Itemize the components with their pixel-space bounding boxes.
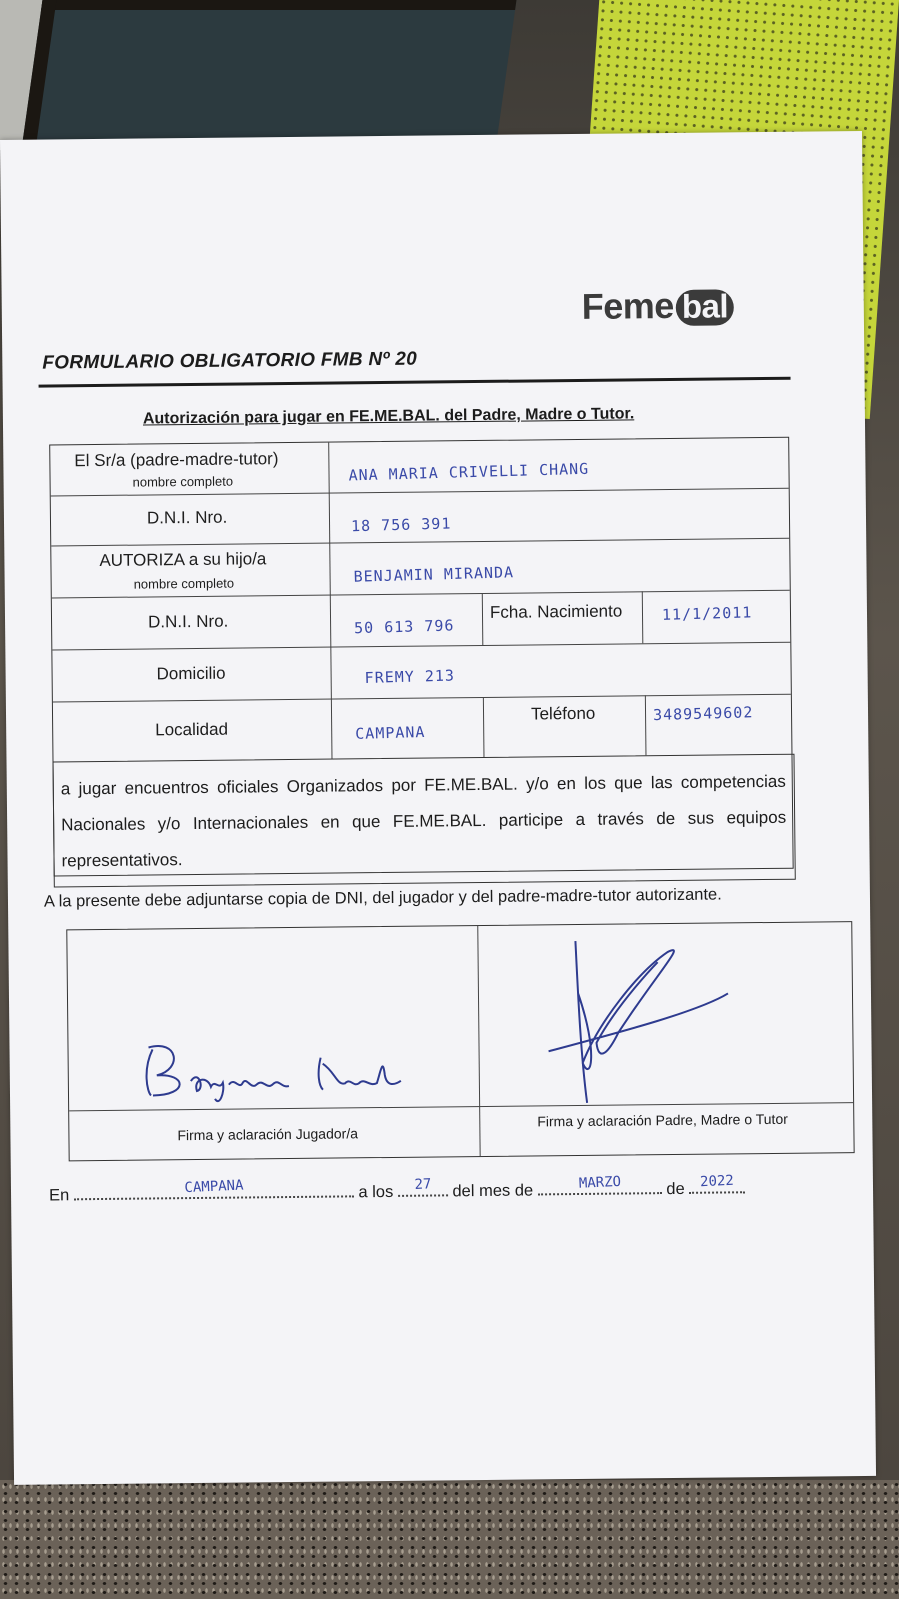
player-signature-caption: Firma y aclaración Jugador/a bbox=[177, 1125, 359, 1144]
year-field[interactable]: 2022 bbox=[689, 1177, 745, 1194]
footer-de-label: de bbox=[666, 1179, 685, 1199]
child-dni-field[interactable]: 50 613 796 bbox=[353, 616, 455, 638]
column-divider bbox=[645, 695, 647, 755]
column-divider bbox=[328, 443, 332, 759]
city-field[interactable]: CAMPANA bbox=[354, 722, 426, 743]
phone-label: Teléfono bbox=[530, 703, 596, 724]
month-field[interactable]: MARZO bbox=[538, 1178, 662, 1195]
child-name-field[interactable]: BENJAMIN MIRANDA bbox=[353, 563, 515, 586]
authorizes-label: AUTORIZA a su hijo/a bbox=[99, 549, 267, 570]
footer-a-los-label: a los bbox=[358, 1182, 394, 1202]
row-divider bbox=[51, 538, 789, 547]
column-divider bbox=[482, 593, 484, 645]
guardian-name-field[interactable]: ANA MARIA CRIVELLI CHANG bbox=[348, 459, 590, 485]
column-divider bbox=[483, 697, 485, 757]
speckled-surface bbox=[0, 1480, 899, 1599]
form-subtitle: Autorización para jugar en FE.ME.BAL. del Padre, Madre o Tutor. bbox=[142, 405, 635, 428]
guardian-label: El Sr/a (padre-madre-tutor) bbox=[74, 449, 279, 471]
child-full-name-label: nombre completo bbox=[133, 575, 235, 592]
birth-date-label: Fcha. Nacimiento bbox=[489, 601, 623, 622]
date-line bbox=[48, 1172, 809, 1206]
address-field[interactable]: FREMY 213 bbox=[364, 666, 456, 687]
player-signature bbox=[138, 1026, 439, 1109]
authorization-text: a jugar encuentros oficiales Organizados por FE.ME.BAL. y/o en los que las competencias Nacionales y/o Internacionales en que FE.ME.BAL. participe a través de sus equipos representativos. bbox=[60, 771, 787, 871]
footer-del-mes-label: del mes de bbox=[452, 1181, 534, 1201]
city-label: Localidad bbox=[155, 719, 229, 740]
signature-divider bbox=[477, 926, 480, 1156]
day-field[interactable]: 27 bbox=[398, 1180, 448, 1197]
column-divider bbox=[642, 591, 644, 643]
guardian-signature-caption: Firma y aclaración Padre, Madre o Tutor bbox=[537, 1110, 788, 1130]
title-divider bbox=[39, 377, 791, 388]
guardian-dni-field[interactable]: 18 756 391 bbox=[350, 514, 452, 536]
femebal-logo: Feme bal bbox=[582, 284, 735, 328]
address-label: Domicilio bbox=[156, 663, 226, 684]
signature-table bbox=[66, 921, 854, 1161]
birth-date-field[interactable]: 11/1/2011 bbox=[661, 603, 753, 624]
form-title: FORMULARIO OBLIGATORIO FMB Nº 20 bbox=[42, 348, 418, 374]
row-divider bbox=[52, 642, 790, 651]
child-dni-label: D.N.I. Nro. bbox=[147, 611, 229, 632]
attachment-note: A la presente debe adjuntarse copia de DNI, del jugador y del padre-madre-tutor autorizante. bbox=[43, 885, 722, 911]
form-paper bbox=[0, 131, 876, 1485]
row-divider bbox=[53, 694, 791, 703]
full-name-label: nombre completo bbox=[132, 473, 234, 490]
phone-field[interactable]: 3489549602 bbox=[652, 703, 754, 725]
footer-en-label: En bbox=[48, 1186, 70, 1205]
place-field[interactable]: CAMPANA bbox=[74, 1181, 354, 1200]
guardian-dni-label: D.N.I. Nro. bbox=[146, 507, 228, 528]
guardian-signature bbox=[537, 931, 799, 1114]
